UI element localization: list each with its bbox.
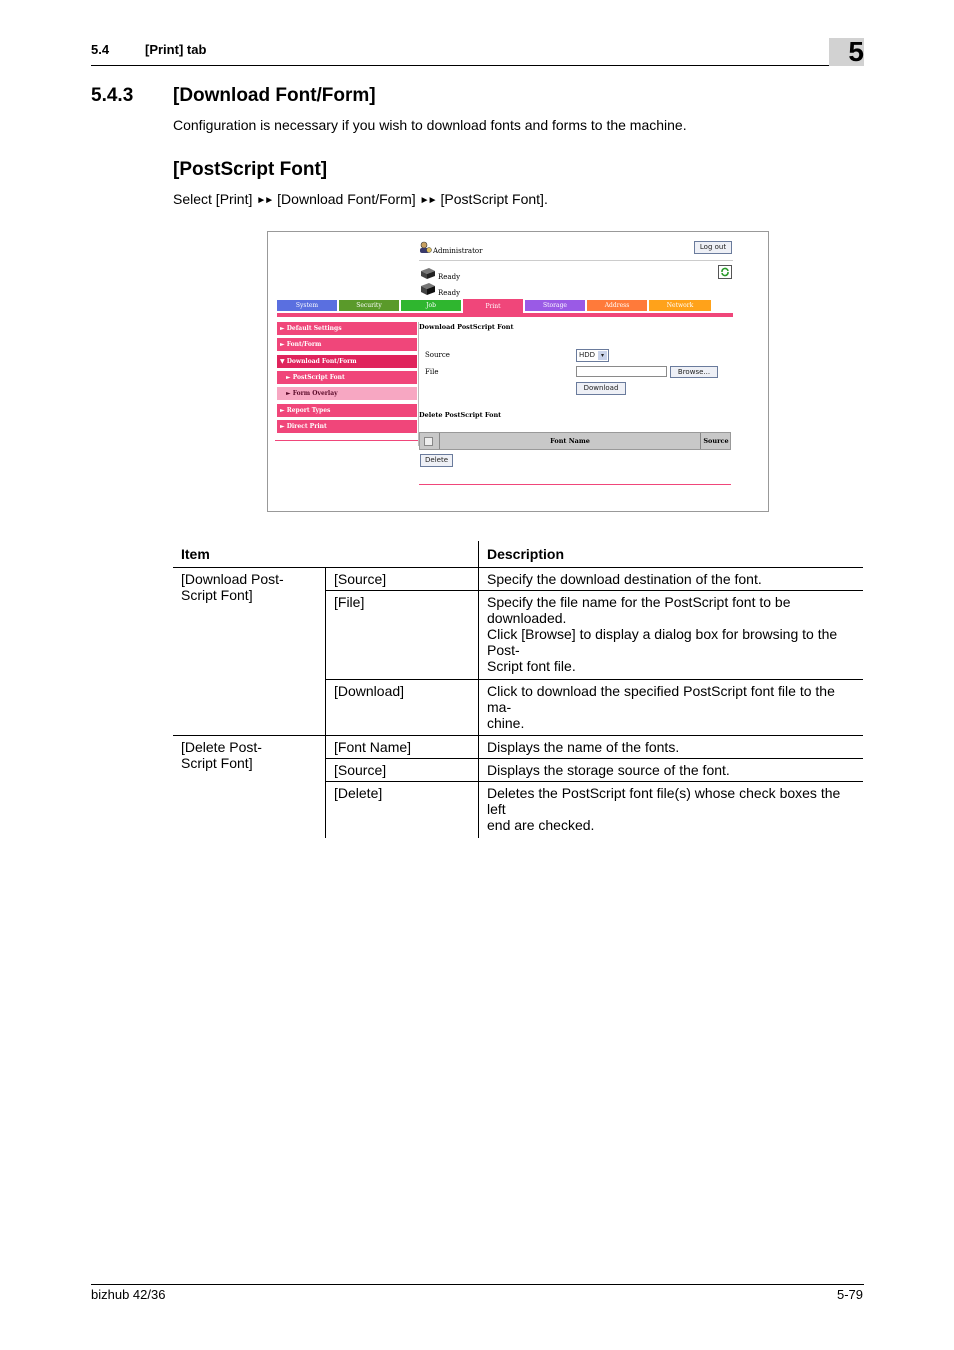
tab-bar-rule (277, 313, 733, 317)
menu-rule (275, 440, 418, 441)
running-header (91, 42, 206, 57)
status-ready-1: Ready (438, 273, 461, 281)
delete-section-title: Delete PostScript Font (419, 411, 502, 419)
double-arrow-icon: ►► (419, 195, 436, 206)
tab-system[interactable]: System (277, 300, 337, 311)
user-name: Administrator (433, 247, 483, 255)
refresh-icon[interactable] (718, 265, 732, 279)
description: Displays the name of the fonts. (479, 736, 864, 759)
footer-rule (91, 1284, 864, 1285)
tab-print[interactable]: Print (463, 299, 523, 314)
footer-product: bizhub 42/36 (91, 1287, 166, 1302)
description: Specify the file name for the PostScript font to be downloaded. Click [Browse] to display a dialog box for browsing to the Post- Script font file. (479, 591, 864, 680)
double-arrow-icon: ►► (256, 195, 273, 206)
menu-report-types[interactable]: ► Report Types (277, 404, 417, 417)
header-rule (91, 65, 864, 66)
subsection-title: [PostScript Font] (173, 159, 328, 180)
instruction-line (173, 191, 548, 207)
screenshot-figure (267, 231, 769, 512)
printer-icon (419, 281, 437, 296)
description: Specify the download destination of the font. (479, 568, 864, 591)
logout-button[interactable]: Log out (694, 241, 732, 254)
instruction-part-2: [Download Font/Form] (277, 191, 416, 207)
download-section-title: Download PostScript Font (419, 323, 514, 331)
item-download-postscript-font: [Download Post- Script Font] (173, 568, 326, 736)
tab-storage[interactable]: Storage (525, 300, 585, 311)
status-ready-2: Ready (438, 289, 461, 297)
menu-download-font-form[interactable]: ▼ Download Font/Form (277, 355, 417, 368)
tab-security[interactable]: Security (339, 300, 399, 311)
section-title (91, 85, 376, 107)
sub-item: [File] (326, 591, 479, 680)
content-rule (419, 484, 731, 485)
administrator-icon (419, 241, 433, 254)
item-header: Item (173, 541, 479, 568)
item-delete-postscript-font: [Delete Post- Script Font] (181, 739, 262, 771)
menu-direct-print[interactable]: ► Direct Print (277, 420, 417, 433)
browse-button[interactable]: Browse... (670, 366, 718, 378)
description: Click to download the specified PostScript font file to the ma- chine. (479, 680, 864, 736)
table-row (173, 736, 863, 759)
source-select[interactable]: HDD ▾ (576, 349, 609, 362)
download-button[interactable]: Download (576, 382, 626, 395)
printer-icon (419, 266, 437, 280)
table-header-row (173, 541, 863, 568)
section-number: 5.4.3 (91, 85, 134, 106)
delete-button[interactable]: Delete (420, 454, 453, 467)
menu-font-form[interactable]: ► Font/Form (277, 338, 417, 351)
intro-paragraph: Configuration is necessary if you wish to download fonts and forms to the machine. (173, 117, 687, 133)
instruction-part-3: [PostScript Font]. (440, 191, 548, 207)
description: Deletes the PostScript font file(s) whose check boxes the left end are checked. (479, 782, 864, 839)
divider (419, 260, 733, 261)
footer-page-number: 5-79 (836, 1287, 863, 1302)
header-section-number: 5.4 (91, 42, 110, 57)
tab-address[interactable]: Address (587, 300, 647, 311)
menu-postscript-font[interactable]: ► PostScript Font (277, 371, 417, 384)
chapter-number: 5 (848, 36, 864, 67)
menu-form-overlay[interactable]: ► Form Overlay (277, 387, 417, 400)
header-section-title: [Print] tab (145, 42, 207, 57)
sub-item: [Source] (326, 568, 479, 591)
source-label: Source (425, 351, 450, 359)
table-row (173, 568, 863, 591)
description: Displays the storage source of the font. (479, 759, 864, 782)
menu-default-settings[interactable]: ► Default Settings (277, 322, 417, 335)
source-column: Source (703, 437, 729, 445)
tab-network[interactable]: Network (649, 300, 711, 311)
sub-item: [Delete] (326, 782, 479, 839)
instruction-part-1: Select [Print] (173, 191, 253, 207)
select-all-checkbox[interactable] (424, 437, 433, 446)
section-title-text: [Download Font/Form] (173, 85, 376, 106)
sub-item: [Source] (326, 759, 479, 782)
file-label: File (425, 368, 439, 376)
menu-divider (418, 322, 419, 446)
font-name-column: Font Name (550, 437, 590, 445)
sub-item: [Font Name] (326, 736, 479, 759)
file-input[interactable] (576, 366, 667, 377)
description-header: Description (479, 541, 864, 568)
font-list-header (419, 432, 731, 450)
chevron-down-icon: ▾ (598, 351, 607, 360)
tab-job[interactable]: Job (401, 300, 461, 311)
settings-table (173, 541, 863, 838)
sub-item: [Download] (326, 680, 479, 736)
